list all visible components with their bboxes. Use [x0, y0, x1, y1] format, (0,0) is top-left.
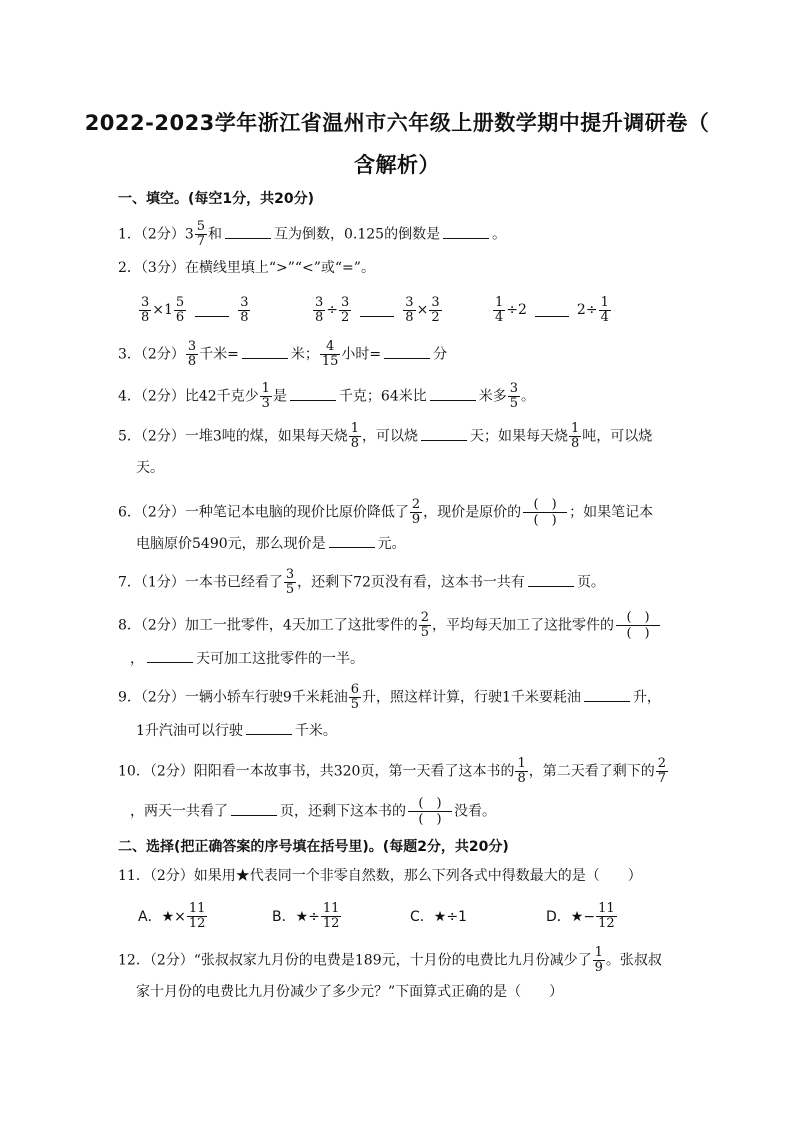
question-6: 6．（2分）一种笔记本电脑的现价比原价降低了 $\frac{2}{9}$ ，现价是原价的 ( ) ( ) ；如果笔记本 — [118, 497, 654, 528]
question-1: 1．（2分）3 $\frac{5}{7}$ 和 互为倒数，0.125的倒数是 。 — [118, 219, 507, 249]
answer-fraction-blank[interactable]: ( ) ( ) — [523, 497, 567, 528]
question-4: 4．（2分）比42千克少 $\frac{1}{3}$ 是 千克；64米比 米多 $\frac{3}{5}$ 。 — [118, 381, 536, 411]
fraction: $\frac{5}{7}$ — [196, 219, 206, 249]
compare-blank[interactable] — [360, 304, 394, 317]
answer-blank[interactable] — [528, 572, 574, 587]
option-d[interactable]: D．★− $\frac{11}{12}$ — [546, 900, 615, 931]
answer-fraction-blank[interactable]: ( ) ( ) — [616, 610, 660, 641]
answer-blank[interactable] — [225, 224, 271, 239]
comparison-3: $\frac{1}{4}$ ÷2 2÷ $\frac{1}{4}$ — [495, 294, 609, 325]
answer-blank[interactable] — [384, 344, 430, 359]
option-a[interactable]: A．★× $\frac{11}{12}$ — [138, 900, 206, 931]
answer-fraction-blank[interactable]: ( ) ( ) — [408, 796, 452, 827]
option-c[interactable]: C．★÷1 — [410, 909, 467, 925]
comparison-1: $\frac{3}{8}$ ×1 5 6 3 8 — [141, 294, 249, 325]
question-8: 8．（2分）加工一批零件，4天加工了这批零件的 $\frac{2}{5}$ ，平均每天加工了这批零件的 ( ) ( ) — [118, 610, 662, 641]
question-10-line2: ，两天一共看了 页，还剩下这本书的 ( ) ( ) 没看。 — [130, 796, 496, 827]
question-9: 9．（2分）一辆小轿车行驶9千米耗油 $\frac{6}{5}$ 升，照这样计算，行驶1千米要耗油 升， — [118, 682, 661, 712]
section-heading-fill-blank: 一、填空。(每空1分，共20分) — [118, 191, 315, 207]
question-2: 2．（3分）在横线里填上“>”“<”或“=”。 — [118, 260, 375, 276]
page-title: 2022-2023学年浙江省温州市六年级上册数学期中提升调研卷（ — [84, 111, 710, 135]
question-5: 5．（2分）一堆3吨的煤，如果每天烧 $\frac{1}{8}$ ，可以烧 天；如果每天烧 $\frac{1}{8}$ 吨，可以烧 — [118, 421, 653, 451]
answer-blank[interactable] — [242, 344, 288, 359]
compare-blank[interactable] — [535, 304, 569, 317]
page-title-continued: 含解析） — [354, 153, 440, 177]
question-12-line2: 家十月份的电费比九月份减少了多少元？”下面算式正确的是（ ） — [136, 984, 564, 1000]
question-7: 7．（1分）一本书已经看了 $\frac{3}{5}$ ，还剩下72页没有看，这本书一共有 页。 — [118, 567, 605, 597]
question-12: 12．（2分）“张叔叔家九月份的电费是189元，十月份的电费比九月份减少了 $\frac{1}{9}$ 。张叔叔 — [118, 945, 662, 975]
answer-blank[interactable] — [329, 533, 375, 548]
question-5-line2: 天。 — [136, 460, 164, 476]
question-8-line2: ， 天可加工这批零件的一半。 — [130, 648, 364, 669]
answer-blank[interactable] — [443, 224, 489, 239]
question-11: 11．（2分）如果用★代表同一个非零自然数，那么下列各式中得数最大的是（ ） — [118, 868, 642, 884]
option-b[interactable]: B．★÷ $\frac{11}{12}$ — [272, 900, 340, 931]
question-9-line2: 1升汽油可以行驶 千米。 — [136, 720, 337, 741]
question-3: 3．（2分） $\frac{3}{8}$ 千米= 米； $\frac{4}{15}$ 小时= 分 — [118, 339, 448, 369]
answer-blank[interactable] — [231, 801, 277, 816]
compare-blank[interactable] — [195, 304, 229, 317]
answer-blank[interactable] — [246, 720, 292, 735]
answer-blank[interactable] — [421, 426, 467, 441]
question-6-line2: 电脑原价5490元，那么现价是 元。 — [136, 533, 406, 554]
comparison-2: $\frac{3}{8}$ ÷ $\frac{3}{2}$ $\frac{3}{8}$ × $\frac{3}{2}$ — [315, 294, 440, 325]
answer-blank[interactable] — [584, 687, 630, 702]
answer-blank[interactable] — [430, 386, 476, 401]
answer-blank[interactable] — [147, 648, 193, 663]
question-10: 10．（2分）阳阳看一本故事书，共320页，第一天看了这本书的 $\frac{1}{8}$ ，第二天看了剩下的 $\frac{2}{7}$ — [118, 756, 667, 786]
section-heading-choice: 二、选择(把正确答案的序号填在括号里)。(每题2分，共20分) — [118, 839, 509, 855]
answer-blank[interactable] — [290, 386, 336, 401]
